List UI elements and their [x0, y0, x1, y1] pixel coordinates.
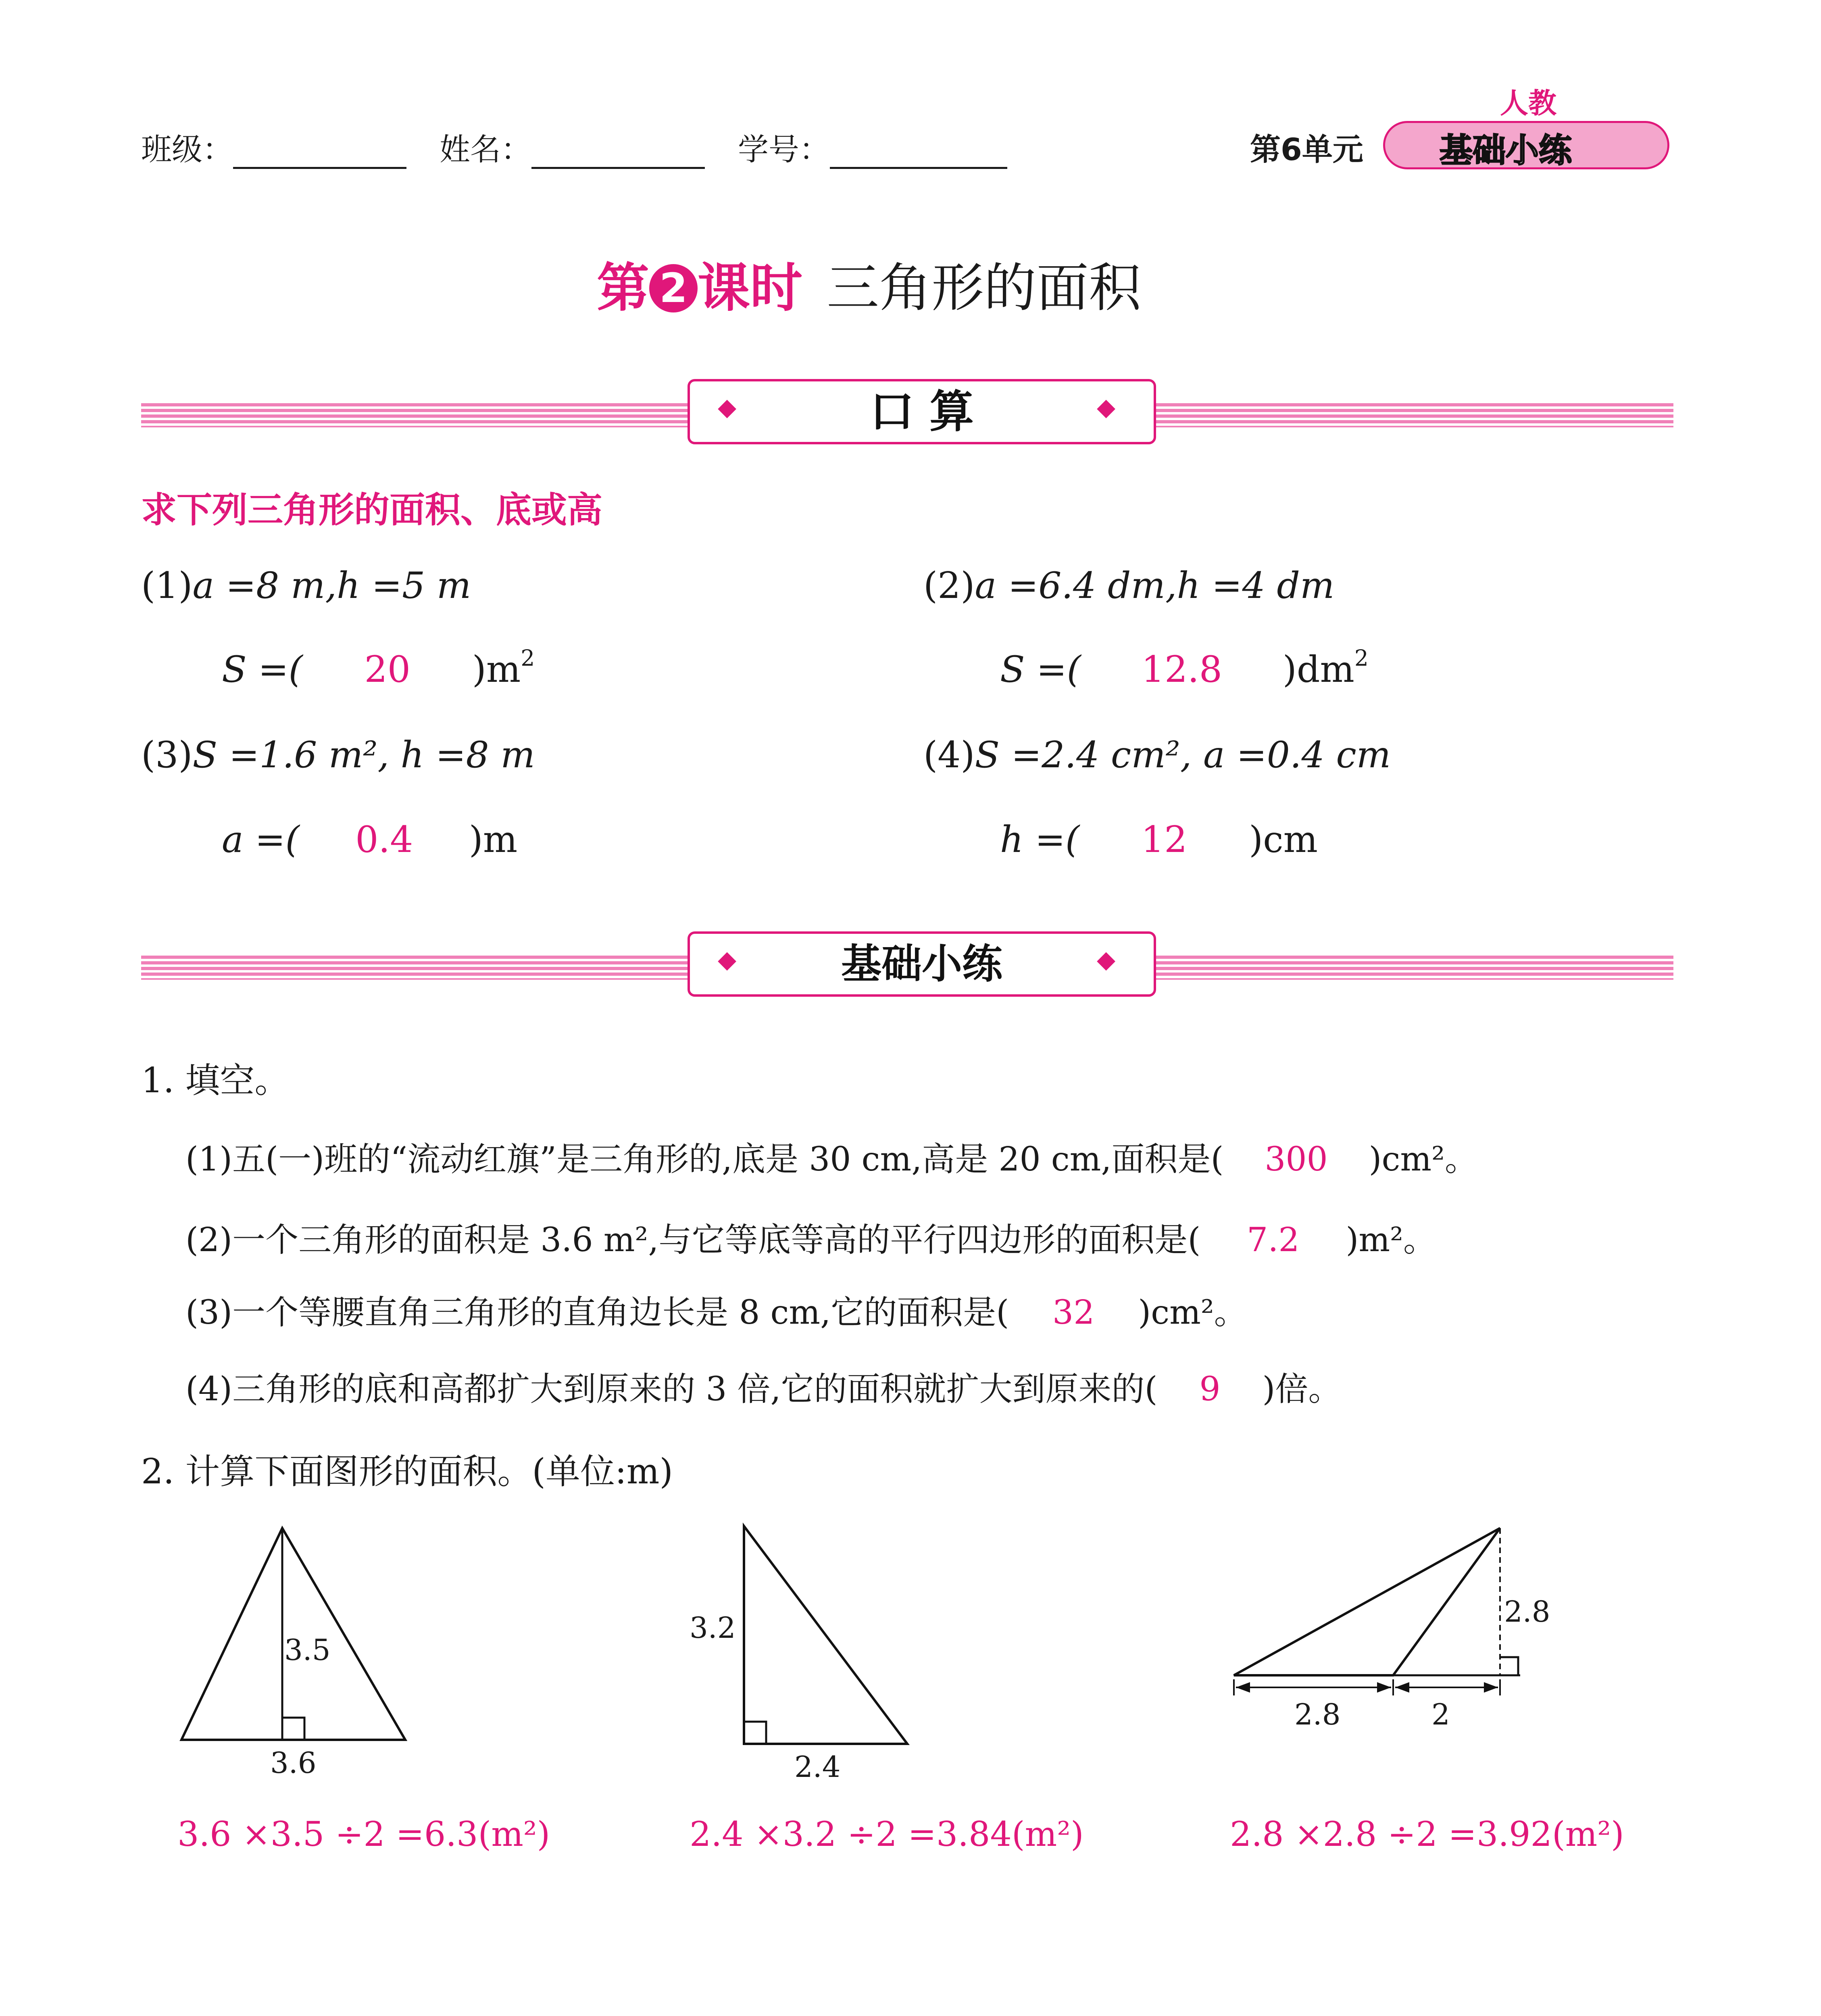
- q1-item-text: (2)一个三角形的面积是 3.6 m²,与它等底等高的平行四边形的面积是(: [185, 1221, 1201, 1259]
- item-given: S =2.4 cm², a =0.4 cm: [975, 734, 1391, 776]
- q1-item-1: [185, 1133, 1478, 1180]
- q1-item-text: (3)一个等腰直角三角形的直角边长是 8 cm,它的面积是(: [185, 1293, 1009, 1332]
- id-blank[interactable]: [830, 139, 1007, 169]
- item-label: (3): [141, 734, 193, 776]
- item-answer: 12: [1141, 818, 1188, 861]
- figure-3-height-label: 2.8: [1504, 1595, 1550, 1629]
- q1-item-answer: 9: [1199, 1370, 1221, 1408]
- right-angle-icon: [282, 1718, 304, 1740]
- figure-2-height-label: 3.2: [690, 1611, 736, 1645]
- series-badge: [1383, 81, 1673, 173]
- figure-2-answer: 2.4 ×3.2 ÷2 =3.84(m²): [690, 1814, 1084, 1854]
- q1-item-unit: )m²。: [1346, 1221, 1437, 1259]
- section2-heading-box: [688, 931, 1156, 997]
- oral-item-2-question: [923, 564, 1334, 607]
- q1-label: 1. 填空。: [141, 1060, 290, 1101]
- right-angle-icon: [744, 1722, 766, 1744]
- q1-item-answer: 300: [1265, 1140, 1328, 1179]
- section2-heading: 基础小练: [841, 940, 1002, 987]
- item-var: a =(: [222, 818, 300, 861]
- item-var: h =(: [1000, 818, 1080, 861]
- q1-item-2: [185, 1214, 1436, 1261]
- class-label: [141, 125, 406, 169]
- item-unit: )m: [472, 648, 521, 691]
- figure-1-answer: 3.6 ×3.5 ÷2 =6.3(m²): [177, 1814, 550, 1854]
- id-label: [738, 125, 1007, 169]
- title-number-circle: [649, 264, 698, 312]
- right-angle-icon: [1500, 1657, 1518, 1675]
- title-suffix: 课时: [698, 257, 803, 319]
- name-label-text: 姓名：: [440, 131, 531, 167]
- figure-1-base-label: 3.6: [270, 1746, 317, 1780]
- title-number: 2: [659, 264, 688, 312]
- arrow-icon: [1395, 1682, 1409, 1693]
- figure-3-extension-label: 2: [1431, 1697, 1450, 1731]
- figure-3-triangle: [1234, 1528, 1500, 1675]
- item-label: (2): [923, 564, 975, 607]
- item-var: S =(: [222, 648, 303, 691]
- oral-item-4-question: [923, 734, 1391, 776]
- q1-item-unit: )cm²。: [1369, 1140, 1478, 1179]
- figure-2-base-label: 2.4: [794, 1750, 841, 1784]
- item-given: S =1.6 m², h =8 m: [192, 734, 535, 776]
- name-blank[interactable]: [531, 139, 705, 169]
- item-given: a =8 m,h =5 m: [192, 564, 471, 607]
- oral-item-3-question: [141, 734, 535, 776]
- diamond-icon: ◆: [718, 393, 737, 421]
- name-label: [440, 125, 705, 169]
- q1-item-unit: )cm²。: [1138, 1293, 1247, 1332]
- figure-2-triangle: [744, 1526, 907, 1744]
- badge-top-text: 人教: [1500, 87, 1556, 120]
- item-label: (1): [141, 564, 193, 607]
- item-answer: 20: [364, 648, 411, 691]
- item-var: S =(: [1000, 648, 1081, 691]
- class-blank[interactable]: [233, 139, 406, 169]
- oral-item-3-answer: [222, 818, 517, 861]
- id-label-text: 学号：: [738, 131, 830, 167]
- title-prefix: 第: [597, 257, 650, 319]
- oral-item-1-answer: [222, 645, 535, 691]
- q1-item-text: (4)三角形的底和高都扩大到原来的 3 倍,它的面积就扩大到原来的(: [185, 1370, 1158, 1408]
- oral-item-2-answer: [1000, 645, 1369, 691]
- diamond-icon: ◆: [718, 946, 737, 974]
- q2-label: 2. 计算下面图形的面积。(单位:m): [141, 1452, 673, 1492]
- class-label-text: 班级：: [141, 131, 233, 167]
- q1-item-3: [185, 1286, 1247, 1333]
- section1-heading-box: [688, 379, 1156, 444]
- item-unit: )cm: [1249, 818, 1318, 861]
- item-unit: )m: [469, 818, 518, 861]
- figure-1-height-label: 3.5: [284, 1633, 331, 1667]
- arrow-icon: [1236, 1682, 1250, 1693]
- q1-item-4: [185, 1363, 1342, 1410]
- lesson-title: [597, 246, 1141, 321]
- figure-3-base-label: 2.8: [1294, 1697, 1341, 1731]
- item-sup: 2: [521, 645, 535, 671]
- item-answer: 12.8: [1141, 648, 1222, 691]
- section1-instruction: 求下列三角形的面积、底或高: [141, 489, 603, 531]
- arrow-icon: [1484, 1682, 1498, 1693]
- q1-item-text: (1)五(一)班的“流动红旗”是三角形的,底是 30 cm,高是 20 cm,面积是(: [185, 1140, 1224, 1179]
- item-sup: 2: [1354, 645, 1369, 671]
- oral-item-1-question: [141, 564, 471, 607]
- item-given: a =6.4 dm,h =4 dm: [975, 564, 1335, 607]
- item-label: (4): [923, 734, 975, 776]
- unit-label: 第6单元: [1250, 131, 1363, 167]
- oral-item-4-answer: [1000, 818, 1318, 861]
- q1-item-unit: )倍。: [1262, 1370, 1342, 1408]
- q1-item-answer: 7.2: [1247, 1221, 1300, 1259]
- q1-item-answer: 32: [1052, 1293, 1095, 1332]
- item-unit: )dm: [1282, 648, 1354, 691]
- diamond-icon: ◆: [1097, 393, 1116, 421]
- title-topic: 三角形的面积: [827, 257, 1142, 319]
- badge-main-text: 基础小练: [1440, 131, 1572, 170]
- section1-heading: 口 算: [869, 386, 974, 437]
- diamond-icon: ◆: [1097, 946, 1116, 974]
- arrow-icon: [1377, 1682, 1391, 1693]
- figure-3-answer: 2.8 ×2.8 ÷2 =3.92(m²): [1230, 1814, 1624, 1854]
- item-answer: 0.4: [355, 818, 413, 861]
